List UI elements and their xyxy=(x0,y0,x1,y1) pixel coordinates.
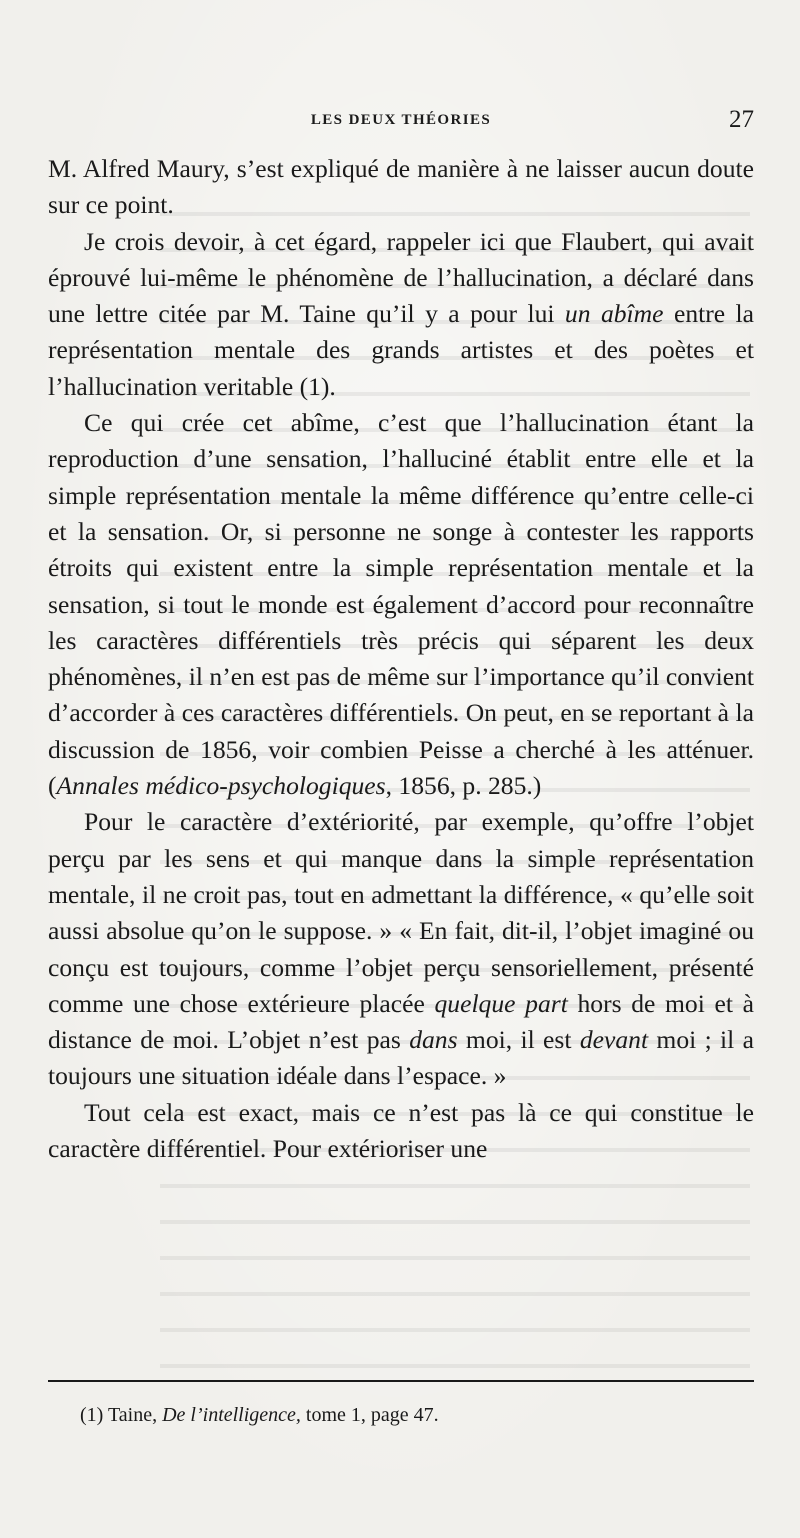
paragraph-conclusion: Tout cela est exact, mais ce n’est pas là ce qui constitue le caractère différentiel. Pour extérioriser une xyxy=(48,1097,754,1164)
footnote-rule xyxy=(48,1380,754,1382)
text-run: hors de moi et à distance de moi. L’objet n’est pas xyxy=(48,988,754,1055)
text-run: moi ; il a toujours une situation idéale dans l’espace. » xyxy=(48,1025,754,1091)
paragraph-abime xyxy=(48,405,754,804)
text-run: Je crois devoir, à cet égard, rappeler ici que Flaubert, qui avait éprouvé lui-même le phénomène de l’hallucination, a déclaré dans une lettre citée par M. Taine qu’il y a pour lui xyxy=(48,226,754,329)
italic-phrase: quelque part xyxy=(434,988,568,1018)
paragraph-continuation: M. Alfred Maury, s’est expliqué de manière à ne laisser aucun doute sur ce point. xyxy=(48,154,754,220)
page-number: 27 xyxy=(729,106,754,133)
text-run: , 1856, p. 285.) xyxy=(385,771,542,801)
italic-citation: Annales médico-psychologiques xyxy=(56,771,386,801)
text-run: Pour le caractère d’extériorité, par exemple, qu’offre l’objet perçu par les sens et qui manque dans la simple représentation mentale, il ne croit pas, tout en admettant la différence, « qu’elle soit aussi absolue qu’on le suppose. » « En fait, dit-il, l’objet imaginé ou conçu est toujours, comme l’objet perçu sensoriellement, présenté comme une chose extérieure placée xyxy=(48,807,754,1018)
paragraph-flaubert xyxy=(48,224,754,405)
footnote-text: (1) Taine, xyxy=(80,1404,163,1426)
italic-phrase: un abîme xyxy=(564,299,664,329)
italic-phrase: dans xyxy=(409,1025,458,1055)
footnote-title: De l’intelligence, xyxy=(162,1404,301,1426)
italic-phrase: devant xyxy=(579,1025,649,1055)
text-run: entre la représentation mentale des grands artistes et des poètes et l’hallucination veritable (1). xyxy=(48,299,755,401)
text-run: Ce qui crée cet abîme, c’est que l’hallucination étant la reproduction d’une sensation, l’halluciné établit entre elle et la simple représentation mentale la même différence qu’entre celle-ci et la sensation. Or, si personne ne songe à contester les rapports étroits qui existent entre la simple représentation mentale et la sensation, si tout le monde est également d’accord pour reconnaître les caractères différentiels très précis qui séparent les deux phénomènes, il n’en est pas de même sur l’importance qu’il convient d’accorder à ces caractères différentiels. On peut, en se reportant à la discussion de 1856, voir combien Peisse a cherché à les atténuer. ( xyxy=(48,408,754,801)
running-title: LES DEUX THÉORIES xyxy=(310,112,492,128)
page-header xyxy=(48,108,754,144)
body-text xyxy=(48,151,754,1167)
paragraph-exteriorite xyxy=(48,804,754,1094)
footnote xyxy=(80,1402,760,1428)
text-run: moi, il est xyxy=(457,1025,580,1055)
footnote-text: tome 1, page 47. xyxy=(300,1404,439,1426)
